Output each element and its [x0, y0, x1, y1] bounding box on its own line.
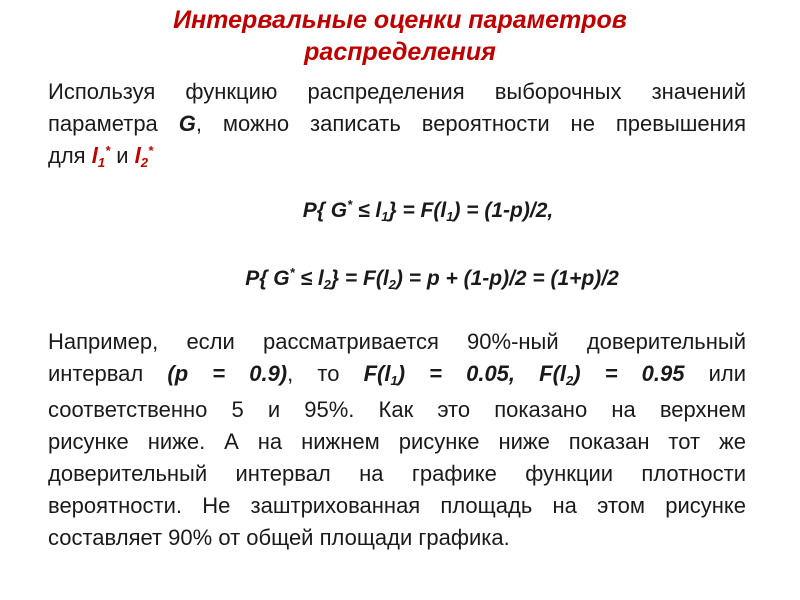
example-f1-start: F(l: [363, 361, 391, 386]
example-f2-end: ) = 0.95: [573, 361, 685, 386]
slide-title: [0, 4, 800, 68]
l2-letter: l: [134, 143, 141, 168]
example-line-3-text: соответственно 5 и 95%. Как это показано на верхнем: [48, 397, 746, 422]
formula-1-part-b: ≤ l: [352, 199, 382, 222]
example-line-7-text: составляет 90% от общей площади графика.: [48, 525, 510, 550]
example-line-4: [48, 426, 746, 458]
formula-2-sub-c: 2: [388, 277, 396, 292]
example-line-5-text: доверительный интервал на графике функции плотности: [48, 461, 746, 486]
formula-2-part-d: ) = p + (1-p)/2 = (1+p)/2: [395, 267, 619, 290]
example-line-6-text: вероятности. Не заштрихованная площадь на этом рисунке: [48, 493, 746, 518]
formula-1-sub-b: 1: [381, 209, 389, 224]
intro-line-2-end: , можно записать вероятности не превышения: [195, 111, 746, 136]
l1-letter: l: [91, 143, 98, 168]
formula-2: [32, 264, 800, 294]
formula-2-part-c: } = F(l: [330, 267, 389, 290]
formula-1: [28, 196, 800, 226]
example-line-3: [48, 394, 746, 426]
formula-2-sub-b: 2: [323, 277, 331, 292]
formula-2-part-a: P{ G: [245, 267, 290, 290]
example-line-7: [48, 522, 746, 554]
intro-line-3-start: для: [48, 143, 92, 168]
l1-star: [92, 143, 110, 168]
intro-line-2: [48, 108, 746, 140]
example-f1-sub: 1: [390, 373, 398, 388]
formula-2-part-b: ≤ l: [294, 267, 324, 290]
example-then-word: , то: [287, 361, 364, 386]
example-line-1: [48, 326, 746, 358]
and-word: и: [110, 143, 135, 168]
formula-2-star: *: [289, 265, 295, 280]
formula-1-star: *: [347, 197, 353, 212]
l2-star: [135, 143, 153, 168]
formula-1-part-c: } = F(l: [388, 199, 447, 222]
example-line-5: [48, 458, 746, 490]
intro-line-1: [48, 76, 746, 108]
example-p-value: (p = 0.9): [167, 361, 288, 386]
example-line-4-text: рисунке ниже. А на нижнем рисунке ниже показан тот же: [48, 429, 746, 454]
l1-star-mark: *: [105, 143, 111, 158]
l2-subscript: 2: [140, 155, 148, 170]
formula-1-sub-c: 1: [446, 209, 454, 224]
example-or-word: или: [684, 361, 747, 386]
l2-star-mark: *: [148, 143, 154, 158]
formula-1-part-a: P{ G: [302, 199, 348, 222]
example-line-6: [48, 490, 746, 522]
intro-line-3: [48, 140, 746, 172]
formula-1-part-d: ) = (1-p)/2,: [453, 199, 554, 222]
example-f-values: [364, 361, 685, 386]
parameter-g: G: [178, 111, 196, 136]
intro-line-2-start: параметра: [48, 111, 179, 136]
example-line-1-text: Например, если рассматривается 90%-ный доверительный: [48, 329, 746, 354]
intro-line-1-text: Используя функцию распределения выборочных значений: [48, 79, 746, 104]
example-interval-word: интервал: [48, 361, 168, 386]
l1-subscript: 1: [97, 155, 106, 170]
example-f1-end: ) = 0.05, F(l: [397, 361, 567, 386]
example-line-2: [48, 358, 746, 390]
title-line-1: Интервальные оценки параметров: [173, 6, 627, 34]
example-f2-sub: 2: [566, 373, 574, 388]
title-line-2: распределения: [304, 38, 496, 66]
